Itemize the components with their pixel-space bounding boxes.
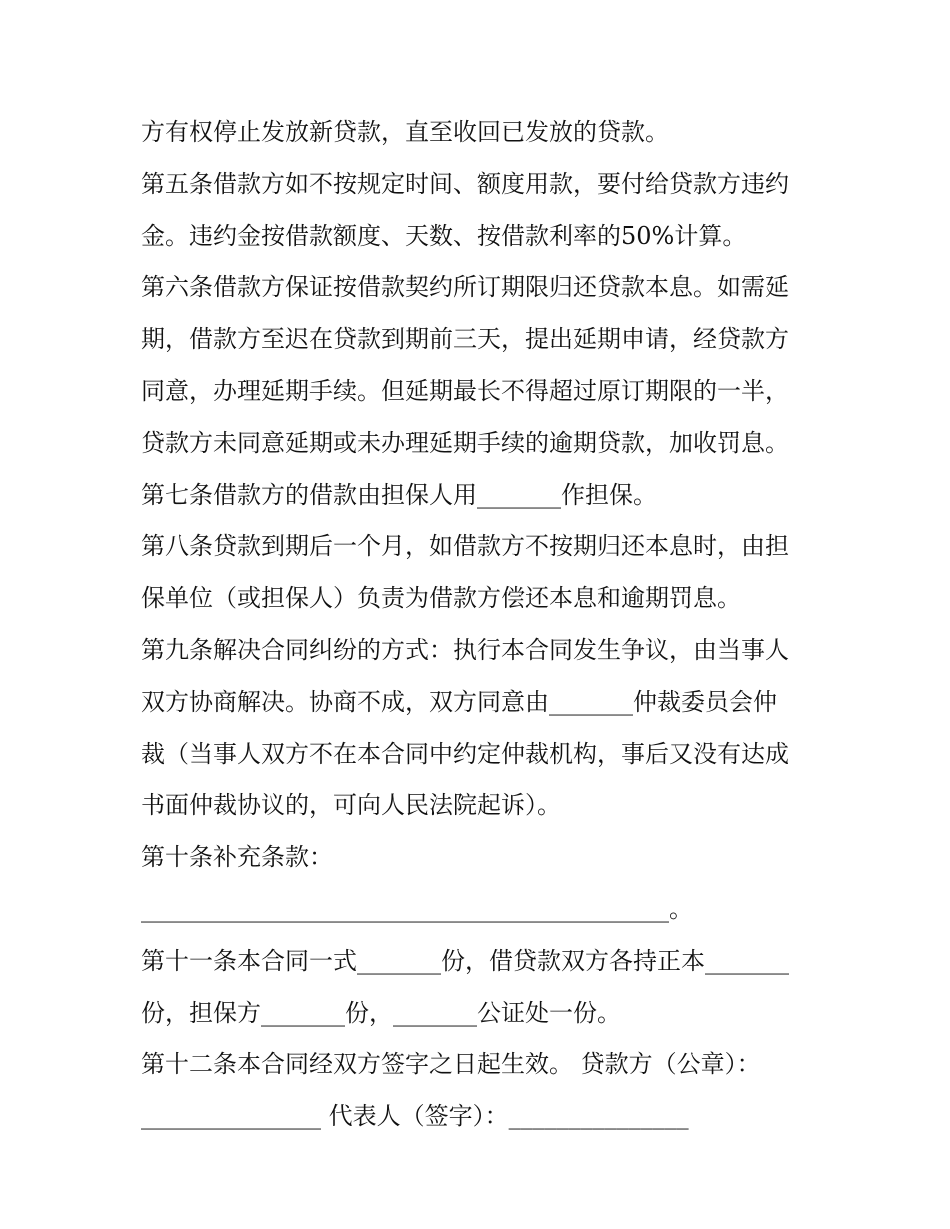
text-line-11: 第九条解决合同纠纷的方式：执行本合同发生争议，由当事人	[141, 635, 789, 664]
text-line-20: _______________ 代表人（签字）：_______________	[141, 1102, 689, 1131]
text-line-8: 第七条借款方的借款由担保人用_______作担保。	[141, 480, 657, 509]
text-line-6: 同意，办理延期手续。但延期最长不得超过原订期限的一半，	[141, 376, 789, 405]
text-line-5: 期，借款方至迟在贷款到期前三天，提出延期申请，经贷款方	[141, 325, 789, 354]
text-line-18: 份，担保方_______份，_______公证处一份。	[141, 998, 621, 1027]
text-line-13: 裁（当事人双方不在本合同中约定仲裁机构，事后又没有达成	[141, 739, 789, 768]
text-line-4: 第六条借款方保证按借款契约所订期限归还贷款本息。如需延	[141, 273, 789, 302]
text-line-1: 方有权停止发放新贷款，直至收回已发放的贷款。	[141, 118, 669, 146]
text-line-14: 书面仲裁协议的，可向人民法院起诉）。	[141, 791, 561, 820]
contract-body	[141, 107, 813, 1143]
text-line-15: 第十条补充条款：	[141, 843, 333, 872]
text-line-7: 贷款方未同意延期或未办理延期手续的逾期贷款，加收罚息。	[141, 428, 789, 457]
text-line-3: 金。违约金按借款额度、天数、按借款利率的50%计算。	[141, 221, 747, 250]
text-line-17: 第十一条本合同一式_______份，借贷款双方各持正本_______	[141, 946, 789, 975]
text-line-16: ____________________________________________。	[141, 894, 693, 923]
text-line-2: 第五条借款方如不按规定时间、额度用款，要付给贷款方违约	[141, 169, 789, 198]
text-line-10: 保单位（或担保人）负责为借款方偿还本息和逾期罚息。	[141, 584, 741, 613]
text-line-12: 双方协商解决。协商不成，双方同意由_______仲裁委员会仲	[141, 687, 777, 716]
text-line-19: 第十二条本合同经双方签字之日起生效。 贷款方（公章）：	[141, 1050, 761, 1079]
text-line-9: 第八条贷款到期后一个月，如借款方不按期归还本息时，由担	[141, 532, 789, 561]
